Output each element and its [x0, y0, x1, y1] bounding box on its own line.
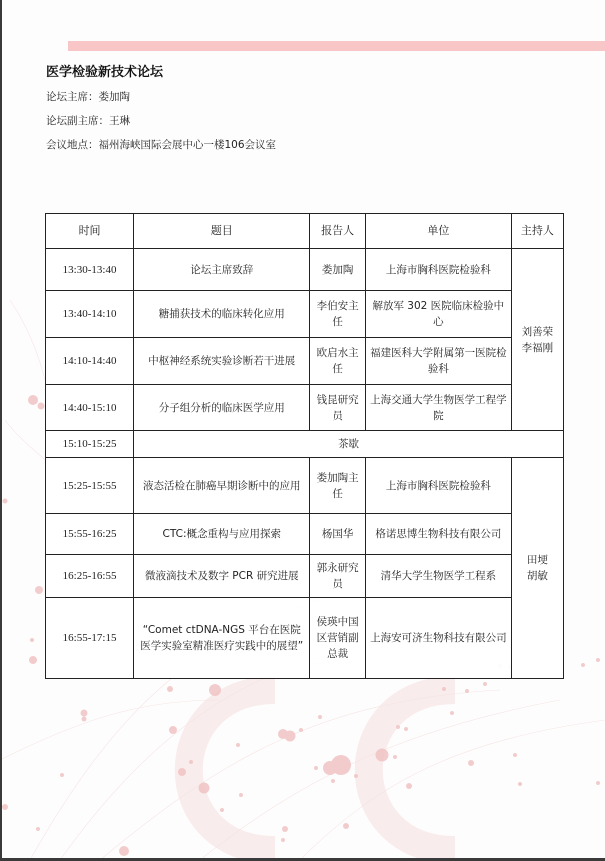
cell-time: 15:25-15:55	[46, 458, 134, 514]
cell-time: 15:55-16:25	[46, 514, 134, 555]
cell-time: 14:10-14:40	[46, 338, 134, 385]
cell-time: 14:40-15:10	[46, 385, 134, 431]
cell-host	[511, 458, 563, 679]
cell-org: 上海交通大学生物医学工程学院	[365, 385, 511, 431]
schedule-table	[45, 213, 564, 679]
forum-chair: 论坛主席：娄加陶	[46, 91, 130, 103]
cell-time: 13:30-13:40	[46, 249, 134, 291]
header-time: 时间	[46, 214, 134, 249]
table-row	[46, 514, 564, 555]
cell-org: 格诺思博生物科技有限公司	[365, 514, 511, 555]
cell-speaker: 侯瑛中国区营销副总裁	[310, 598, 366, 679]
cell-speaker: 钱昆研究员	[310, 385, 366, 431]
accent-bar	[68, 41, 605, 51]
cell-topic: 论坛主席致辞	[134, 249, 310, 291]
table-row	[46, 291, 564, 338]
table-row	[46, 249, 564, 291]
cell-speaker: 娄加陶主任	[310, 458, 366, 514]
table-row-break	[46, 431, 564, 458]
cell-topic: “Comet ctDNA-NGS 平台在医院医学实验室精准医疗实践中的展望”	[134, 598, 310, 679]
cell-speaker: 娄加陶	[310, 249, 366, 291]
forum-header	[46, 64, 276, 152]
forum-vice-chair: 论坛副主席：王琳	[46, 115, 130, 127]
cell-org: 福建医科大学附属第一医院检验科	[365, 338, 511, 385]
cell-topic: 分子组分析的临床医学应用	[134, 385, 310, 431]
cell-org: 解放军 302 医院临床检验中心	[365, 291, 511, 338]
cell-org: 上海安可济生物科技有限公司	[365, 598, 511, 679]
cell-topic: 微液滴技术及数字 PCR 研究进展	[134, 555, 310, 598]
table-row	[46, 338, 564, 385]
header-speaker: 报告人	[310, 214, 366, 249]
host-names: 田埂 胡敏	[526, 554, 548, 582]
table-row	[46, 555, 564, 598]
cell-speaker: 杨国华	[310, 514, 366, 555]
forum-title: 医学检验新技术论坛	[46, 65, 164, 80]
forum-venue: 会议地点：福州海峡国际会展中心一楼106会议室	[46, 139, 277, 151]
cell-speaker: 郭永研究员	[310, 555, 366, 598]
cell-speaker: 欧启水主任	[310, 338, 366, 385]
cell-topic: 中枢神经系统实验诊断若干进展	[134, 338, 310, 385]
cell-break: 茶歇	[134, 431, 564, 458]
header-host: 主持人	[511, 214, 563, 249]
cell-time: 15:10-15:25	[46, 431, 134, 458]
cell-speaker: 李伯安主任	[310, 291, 366, 338]
table-row	[46, 385, 564, 431]
cell-topic: 糖捕获技术的临床转化应用	[134, 291, 310, 338]
table-row	[46, 458, 564, 514]
host-names: 刘善荣 李福刚	[521, 325, 554, 354]
table-row	[46, 598, 564, 679]
cell-org: 上海市胸科医院检验科	[365, 249, 511, 291]
cell-time: 13:40-14:10	[46, 291, 134, 338]
cell-host	[511, 249, 563, 431]
table-header-row	[46, 214, 564, 249]
cell-topic: 液态活检在肺癌早期诊断中的应用	[134, 458, 310, 514]
cell-time: 16:25-16:55	[46, 555, 134, 598]
cell-time: 16:55-17:15	[46, 598, 134, 679]
cell-org: 上海市胸科医院检验科	[365, 458, 511, 514]
header-topic: 题目	[134, 214, 310, 249]
cell-topic: CTC:概念重构与应用探索	[134, 514, 310, 555]
cell-org: 清华大学生物医学工程系	[365, 555, 511, 598]
header-org: 单位	[365, 214, 511, 249]
